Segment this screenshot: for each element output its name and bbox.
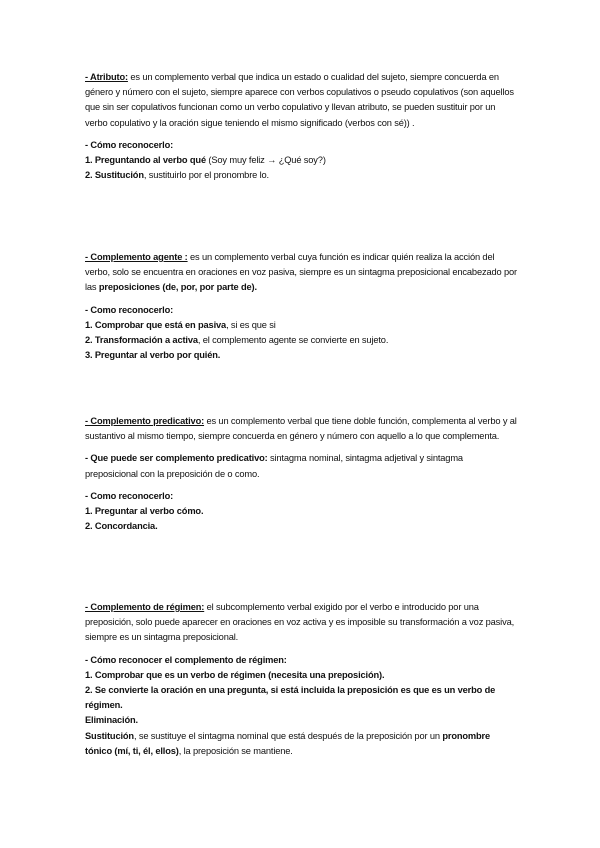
predicativo-title: - Complemento predicativo: xyxy=(85,416,205,426)
regimen-item-2: 2. Se convierte la oración en una pregunta, si está incluida la preposición es que es un verbo de régimen. xyxy=(85,685,496,711)
atributo-definition: - Atributo: es un complemento verbal que indica un estado o cualidad del sujeto, siempre concuerda en género y número con el sujeto, siempre aparece con verbos copulativos o pseudo copulativos (son aquellos que sin ser copulativos funcionan como un verbo copulativo y llevan atributo, se pueden sustituir por un verbo copulativo y la oración sigue teniendo el mismo significado (verbos con sé)) . xyxy=(85,72,514,128)
agente-item-2: 2. Transformación a activa, el complemento agente se convierte en sujeto. xyxy=(85,335,389,346)
regimen-title: - Complemento de régimen: xyxy=(85,602,205,612)
section-atributo xyxy=(85,70,517,183)
regimen-item-1: 1. Comprobar que es un verbo de régimen (necesita una preposición). xyxy=(85,669,385,680)
agente-definition: - Complemento agente : es un complemento verbal cuya función es indicar quién realiza la acción del verbo, solo se encuentra en oraciones en voz pasiva, siempre es un sintagma preposicional encabezado por las preposiciones (de, por, por parte de). xyxy=(85,252,517,293)
agente-item-1: 1. Comprobar que está en pasiva, si es que si xyxy=(85,319,276,330)
section-predicativo xyxy=(85,414,517,534)
predicativo-item-1: 1. Preguntar al verbo cómo. xyxy=(85,506,204,517)
predicativo-definition: - Complemento predicativo: es un complemento verbal que tiene doble función, complementa al verbo y al sustantivo al mismo tiempo, siempre concuerda en género y número con aquello a lo que complementa. xyxy=(85,416,517,442)
atributo-title: - Atributo: xyxy=(85,72,128,82)
regimen-definition: - Complemento de régimen: el subcomplemento verbal exigido por el verbo e introducido por una preposición, solo puede aparecer en oraciones en voz activa y es imposible su transformación a voz pasiva, siempre es un sintagma preposicional. xyxy=(85,602,515,643)
section-agente xyxy=(85,250,517,363)
section-regimen xyxy=(85,600,517,759)
regimen-how-title: - Cómo reconocer el complemento de régimen: xyxy=(85,654,287,665)
agente-title: - Complemento agente : xyxy=(85,252,188,262)
predicativo-how-title: - Como reconocerlo: xyxy=(85,490,174,501)
agente-item-3: 3. Preguntar al verbo por quién. xyxy=(85,350,221,361)
atributo-item-2: 2. Sustitución, sustituirlo por el pronombre lo. xyxy=(85,170,269,181)
agente-how-title: - Como reconocerlo: xyxy=(85,304,174,315)
regimen-elimination: Eliminación. xyxy=(85,715,138,726)
predicativo-can-be: - Que puede ser complemento predicativo: sintagma nominal, sintagma adjetival y sintagma preposicional con la preposición de o como. xyxy=(85,453,463,479)
atributo-item-1: 1. Preguntando al verbo qué (Soy muy feliz → ¿Qué soy?) xyxy=(85,155,326,166)
predicativo-item-2: 2. Concordancia. xyxy=(85,521,158,532)
atributo-how-title: - Cómo reconocerlo: xyxy=(85,139,174,150)
regimen-substitution: Sustitución, se sustituye el sintagma nominal que está después de la preposición por un pronombre tónico (mí, ti, él, ellos), la preposición se mantiene. xyxy=(85,730,491,756)
